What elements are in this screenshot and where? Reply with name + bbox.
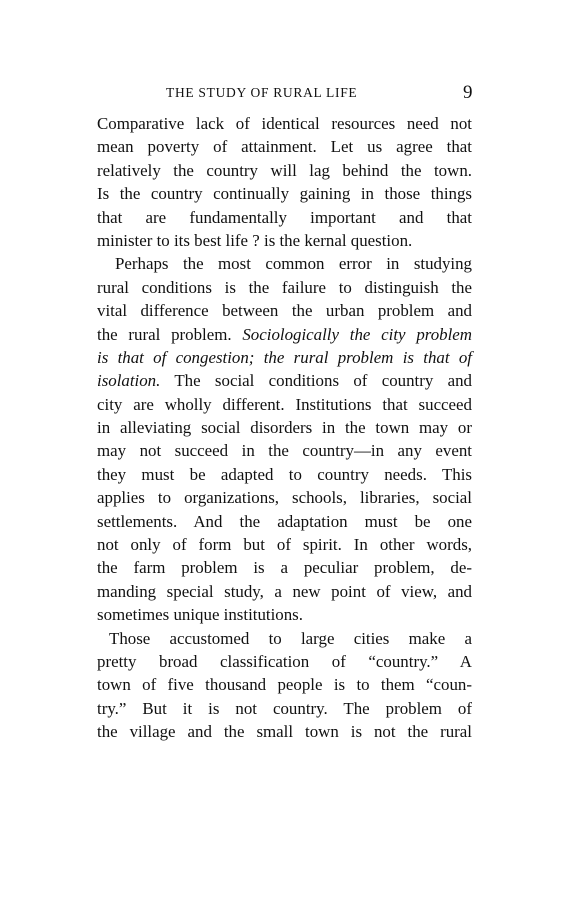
text-line: vital difference between the urban problem and — [97, 301, 472, 321]
text-line: Those accustomed to large cities make a — [109, 628, 472, 648]
text-line: may not succeed in the country—in any event — [97, 441, 472, 461]
text-line: the farm problem is a peculiar problem, de- — [97, 558, 472, 578]
text-line: they must be adapted to country needs. This — [97, 464, 472, 484]
text-line: not only of form but of spirit. In other words, — [97, 535, 472, 555]
text-line: pretty broad classification of “country.” A — [97, 651, 472, 671]
text-line — [97, 323, 472, 346]
text-line: try.” But it is not country. The problem of — [97, 698, 472, 718]
text-line: settlements. And the adaptation must be one — [97, 511, 472, 531]
text-line: Comparative lack of identical resources need not — [97, 114, 472, 133]
text-line: relatively the country will lag behind the town. — [97, 160, 472, 180]
italic-text: Sociologically the city problem — [242, 324, 472, 344]
italic-text-line: is that of congestion; the rural problem is that of — [97, 347, 472, 367]
text-line: mean poverty of attainment. Let us agree that — [97, 137, 472, 157]
running-title: THE STUDY OF RURAL LIFE — [166, 85, 358, 100]
text-line: manding special study, a new point of view, and — [97, 581, 472, 601]
text-line: applies to organizations, schools, libraries, social — [97, 488, 472, 508]
text-line: that are fundamentally important and that — [97, 207, 472, 227]
text-line: Is the country continually gaining in those things — [97, 184, 472, 204]
line-text: the rural problem. — [97, 324, 243, 344]
text-line: town of five thousand people is to them “coun- — [97, 675, 472, 695]
running-head — [0, 83, 576, 107]
italic-text: isolation. — [97, 371, 161, 391]
text-line — [97, 369, 472, 392]
text-line: rural conditions is the failure to distinguish the — [97, 277, 472, 297]
text-line: the village and the small town is not the rural — [97, 722, 472, 742]
line-text: The social conditions of country and — [160, 371, 472, 391]
text-line: sometimes unique institutions. — [97, 605, 303, 625]
page-number: 9 — [463, 82, 473, 103]
text-line: minister to its best life ? is the kernal question. — [97, 230, 413, 250]
body-text — [97, 112, 472, 744]
text-line: in alleviating social disorders in the town may or — [97, 418, 472, 438]
text-line: city are wholly different. Institutions that succeed — [97, 394, 472, 414]
text-line: Perhaps the most common error in studying — [115, 254, 472, 274]
